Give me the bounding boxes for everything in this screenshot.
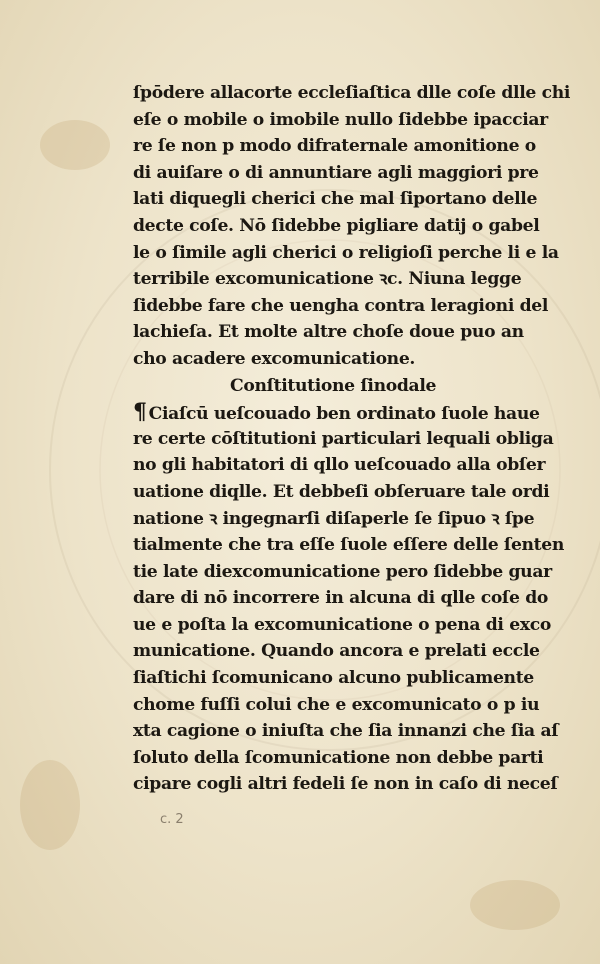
text-line xyxy=(133,399,553,426)
text-line: ſidebbe fare che uengha contra leragioni del xyxy=(133,295,549,316)
text-line: uatione diqlle. Et debbeſi obſeruare tale ordi xyxy=(133,481,550,502)
text-line: dare di nō incorrere in alcuna di qlle coſe do xyxy=(133,588,548,609)
text-line: re certe cōſtitutioni particulari lequali obliga xyxy=(133,428,554,449)
text-line: natione ꝛ ingegnarſi diſaperle ſe ſipuo ꝛ ſpe xyxy=(133,508,535,529)
foxing-stain xyxy=(40,120,110,170)
text-block xyxy=(133,80,571,798)
text-line: tialmente che tra eſſe ſuole eſſere delle ſenten xyxy=(133,535,565,556)
text-line: di auiſare o di annuntiare agli maggiori pre xyxy=(133,162,539,183)
text-line: re ſe non p modo difraternale amonitione o xyxy=(133,136,536,157)
text-line: cho acadere excomunicatione. xyxy=(133,348,416,369)
text-line: terribile excomunicatione ꝛc. Niuna legge xyxy=(133,269,522,290)
text-line: decte coſe. Nō ſidebbe pigliare datij o gabel xyxy=(133,215,540,236)
paragraph-mark: ¶ xyxy=(133,399,147,426)
text-line-content: Ciaſcū ueſcouado ben ordinato ſuole haue xyxy=(148,404,540,425)
text-line: ſpōdere allacorte eccleſiaſtica dlle coſe dlle chi xyxy=(133,83,571,103)
text-line: eſe o mobile o imobile nullo ſidebbe ipacciar xyxy=(133,109,548,130)
foxing-stain xyxy=(20,760,80,850)
text-line: chome fuſſi colui che e excomunicato o p iu xyxy=(133,694,540,715)
text-line: xta cagione o iniuſta che ſia innanzi che ſia aſ xyxy=(133,721,559,742)
text-line: tie late diexcomunicatione pero ſidebbe guar xyxy=(133,561,552,582)
text-line: lachieſa. Et molte altre choſe doue puo an xyxy=(133,322,524,343)
text-line: ſiaſtichi ſcomunicano alcuno publicamente xyxy=(133,668,534,689)
text-line: ue e poſta la excomunicatione o pena di exco xyxy=(133,614,551,635)
section-heading: Conſtitutione ſinodale xyxy=(230,375,437,396)
text-line: le o ſimile agli cherici o religioſi perche li e la xyxy=(133,242,559,263)
text-line: ſoluto della ſcomunicatione non debbe parti xyxy=(133,747,544,768)
foxing-stain xyxy=(470,880,560,930)
text-line: no gli habitatori di qllo ueſcouado alla obſer xyxy=(133,455,546,476)
text-line: municatione. Quando ancora e prelati eccle xyxy=(133,641,540,662)
text-line: lati diquegli cherici che mal ſiportano delle xyxy=(133,189,538,210)
text-line: cipare cogli altri fedeli ſe non in caſo di neceſ xyxy=(133,774,558,795)
catchmark: c. 2 xyxy=(160,812,184,827)
